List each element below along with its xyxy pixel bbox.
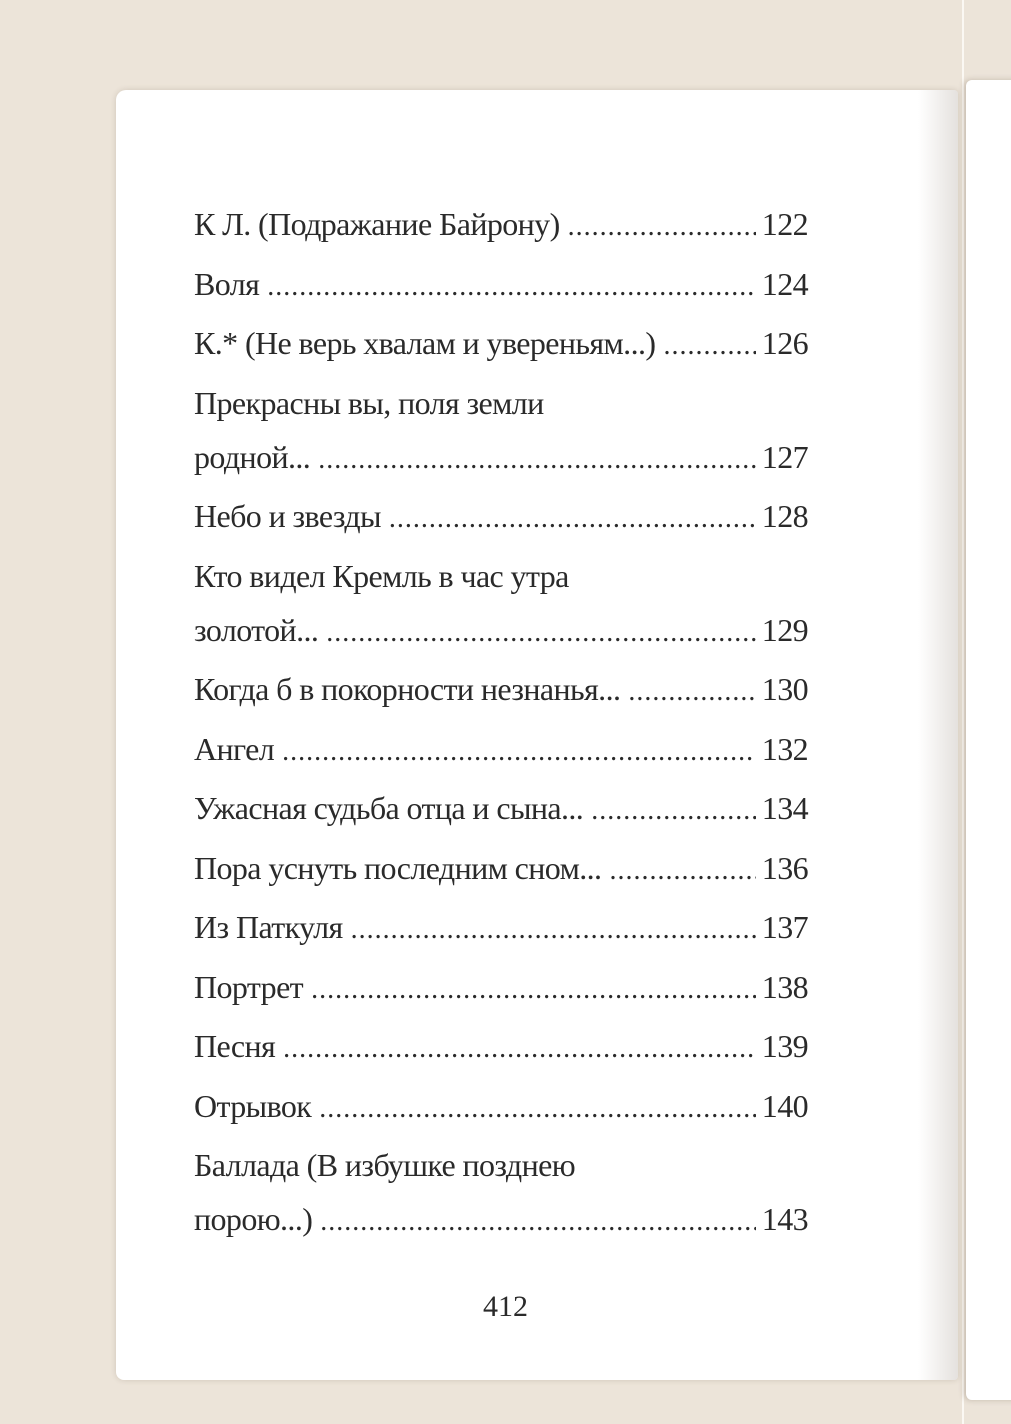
toc-page-number: 132 <box>761 730 808 767</box>
toc-page-number: 129 <box>761 611 808 648</box>
toc-title: Песня <box>194 1028 276 1064</box>
toc-title: Портрет <box>194 968 304 1005</box>
toc-entry <box>194 968 808 1007</box>
page-number-folio: 412 <box>483 1290 528 1323</box>
toc-title: Отрывок <box>194 1087 312 1124</box>
toc-entry <box>194 1146 808 1239</box>
toc-title: Пора уснуть последним сном... <box>194 849 602 886</box>
toc-leader-dots <box>351 910 756 949</box>
toc-title-first-line: Баллада (В избушке позднею <box>194 1147 576 1183</box>
toc-page-number: 128 <box>761 498 808 534</box>
toc-entry <box>194 1087 808 1126</box>
toc-entry <box>194 1027 808 1066</box>
toc-page-number: 139 <box>761 1028 808 1064</box>
toc-page-number: 136 <box>761 849 808 886</box>
toc-page-number: 130 <box>761 671 808 707</box>
toc-leader-dots <box>568 207 756 246</box>
gutter-line <box>962 0 964 1424</box>
toc-title: Ужасная судьба отца и сына... <box>194 790 584 826</box>
toc-page-number: 137 <box>761 909 808 945</box>
toc-leader-dots <box>320 1202 756 1241</box>
toc-leader-dots <box>326 613 756 652</box>
toc-page-number: 124 <box>761 265 808 302</box>
toc-page-number: 122 <box>761 206 808 242</box>
toc-title-first-line: Прекрасны вы, поля земли <box>194 384 544 421</box>
toc-leader-dots <box>609 851 755 890</box>
toc-title: золотой... <box>194 611 319 648</box>
toc-entry <box>194 730 808 769</box>
toc-title: Небо и звезды <box>194 498 381 534</box>
toc-leader-dots <box>318 440 756 479</box>
toc-title: Ангел <box>194 730 275 767</box>
toc-title: родной... <box>194 438 311 475</box>
toc-leader-dots <box>283 1029 756 1068</box>
table-of-contents <box>194 205 808 1260</box>
toc-entry <box>194 384 808 477</box>
toc-leader-dots <box>267 267 756 306</box>
toc-page-number: 127 <box>761 438 808 475</box>
toc-title-first-line: Кто видел Кремль в час утра <box>194 557 569 594</box>
toc-entry <box>194 849 808 888</box>
toc-page-number: 143 <box>761 1201 808 1237</box>
toc-page-number: 134 <box>761 790 808 826</box>
toc-entry <box>194 265 808 304</box>
toc-leader-dots <box>628 672 755 711</box>
toc-title: К.* (Не верь хвалам и увереньям...) <box>194 325 656 361</box>
toc-leader-dots <box>389 499 756 538</box>
toc-title: К Л. (Подражание Байрону) <box>194 206 560 242</box>
toc-entry <box>194 789 808 828</box>
toc-entry <box>194 908 808 947</box>
toc-page-number: 126 <box>761 325 808 361</box>
toc-page-number: 138 <box>761 968 808 1005</box>
toc-title: Воля <box>194 265 260 302</box>
toc-leader-dots <box>311 970 756 1009</box>
toc-entry <box>194 557 808 650</box>
toc-title: Когда б в покорности незнанья... <box>194 671 621 707</box>
toc-title: порою...) <box>194 1201 313 1237</box>
toc-entry <box>194 670 808 709</box>
toc-title: Из Паткуля <box>194 909 343 945</box>
next-page-edge <box>966 80 1011 1400</box>
toc-leader-dots <box>282 732 756 771</box>
toc-entry <box>194 205 808 244</box>
toc-entry <box>194 324 808 363</box>
toc-leader-dots <box>319 1089 756 1128</box>
toc-entry <box>194 497 808 536</box>
toc-leader-dots <box>663 326 755 365</box>
toc-page-number: 140 <box>761 1087 808 1124</box>
toc-leader-dots <box>591 791 756 830</box>
